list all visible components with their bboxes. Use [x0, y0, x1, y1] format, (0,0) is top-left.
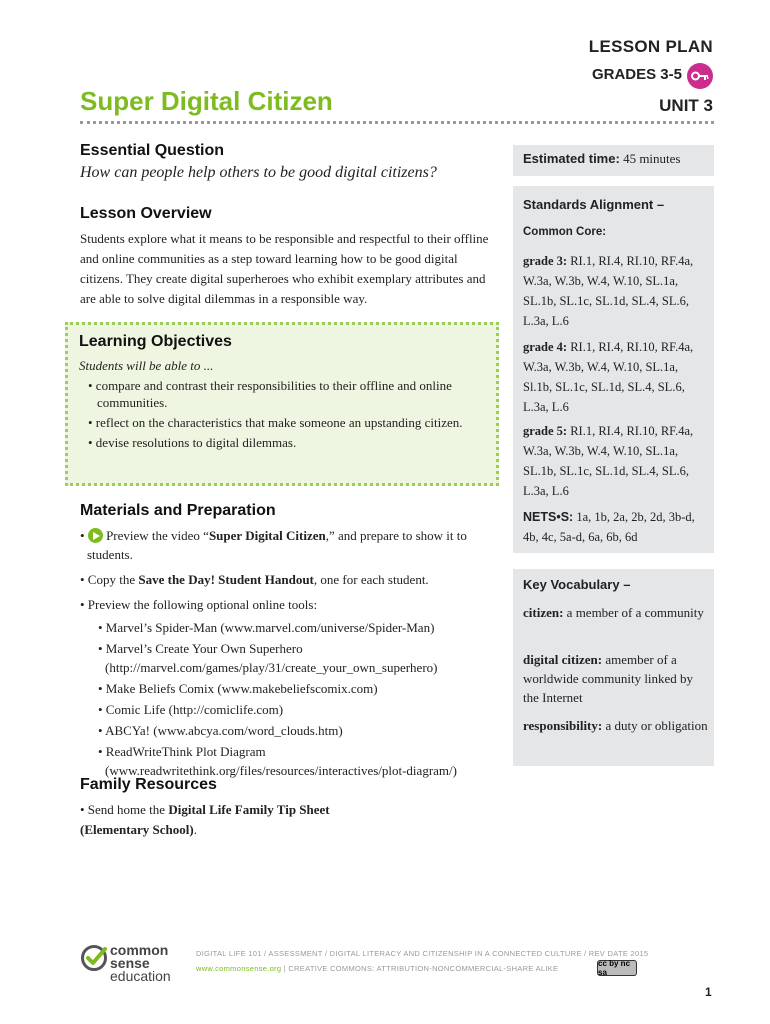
standards-heading: Standards Alignment –: [523, 197, 665, 212]
lesson-overview-heading: Lesson Overview: [80, 205, 212, 222]
header-divider: [80, 121, 714, 124]
footer-line: DIGITAL LIFE 101 / ASSESSMENT / DIGITAL LITERACY AND CITIZENSHIP IN A CONNECTED CULTURE / REV DATE 2015: [196, 949, 649, 958]
footer-line: [196, 964, 558, 973]
standards-nets: [523, 507, 708, 547]
tool-link[interactable]: • Comic Life (http://comiclife.com): [98, 702, 284, 717]
tool-link[interactable]: • Marvel’s Create Your Own Superhero (http://marvel.com/games/play/31/create_your_own_superhero): [98, 641, 438, 675]
estimated-time: [523, 151, 680, 167]
essential-question-heading: Essential Question: [80, 142, 225, 159]
vocab-definition: amember of a worldwide community linked by the Internet: [523, 652, 694, 705]
logo-line: common: [110, 942, 169, 958]
checkmark-logo-icon: [80, 944, 108, 972]
vocab-term: citizen:: [523, 605, 564, 620]
family-resources-text: [80, 800, 380, 840]
tools-intro: • Preview the following optional online tools:: [80, 597, 318, 612]
video-title: Super Digital Citizen: [208, 528, 326, 543]
handout-title: Save the Day! Student Handout: [138, 572, 314, 587]
unit-label: UNIT 3: [659, 96, 713, 115]
standards-grade-4: [523, 337, 708, 417]
standards-label: NETS•S:: [523, 510, 574, 524]
estimated-time-value: 45 minutes: [619, 151, 681, 166]
standards-grade-5: [523, 421, 708, 501]
grades-label: GRADES 3-5: [591, 66, 682, 83]
family-resources-heading: Family Resources: [80, 776, 217, 793]
page-number: 1: [705, 985, 712, 999]
family-tip-sheet-link[interactable]: Digital Life Family Tip Sheet (Elementary School): [80, 802, 330, 837]
standards-codes: RI.1, RI.4, RI.10, RF.4a, W.3a, W.3b, W.4, W.10, SL.1a, SL.1b, SL.1c, SL.1d, SL.4, SL.6, L.3a, L.6: [523, 424, 694, 498]
logo-wordmark: [110, 944, 171, 983]
doc-type-label: LESSON PLAN: [588, 37, 713, 56]
family-text-pre: • Send home the: [80, 802, 169, 817]
standards-codes: 1a, 1b, 2a, 2b, 2d, 3b-d, 4b, 4c, 5a-d, 6a, 6b, 6d: [523, 510, 695, 544]
standards-codes: RI.1, RI.4, RI.10, RF.4a, W.3a, W.3b, W.4, W.10, SL.1a, SL.1b, SL.1c, SL.1d, SL.4, SL.6, L.3a, L.6: [523, 254, 694, 328]
vocabulary-heading: Key Vocabulary –: [523, 577, 631, 592]
vocab-definition: a member of a community: [563, 605, 704, 620]
footer-license: | CREATIVE COMMONS: ATTRIBUTION-NONCOMMERCIAL-SHARE ALIKE: [281, 964, 559, 973]
tool-link[interactable]: • Make Beliefs Comix (www.makebeliefscomix.com): [98, 681, 378, 696]
common-core-label: Common Core:: [523, 226, 607, 238]
play-video-icon[interactable]: [88, 528, 103, 543]
tool-link[interactable]: • ReadWriteThink Plot Diagram (www.readwritethink.org/files/resources/interactives/plot-diagram/): [98, 744, 457, 778]
handout-text-pre: • Copy the: [80, 572, 139, 587]
tools-list: [87, 618, 500, 780]
standards-label: grade 4:: [523, 340, 568, 354]
family-text-post: .: [193, 822, 197, 837]
page-title: Super Digital Citizen: [80, 86, 333, 116]
learning-objectives-heading: Learning Objectives: [79, 333, 232, 350]
list-item: • compare and contrast their responsibilities to their offline and online communities.: [88, 378, 452, 410]
video-text-post: ,” and prepare to show it to students.: [87, 528, 467, 562]
video-text-pre: Preview the video “: [106, 528, 209, 543]
vocab-item: [523, 603, 708, 622]
list-item: • devise resolutions to digital dilemmas.: [88, 435, 297, 450]
logo-line: sense: [110, 955, 150, 971]
list-item: [80, 526, 500, 564]
lesson-overview-text: Students explore what it means to be responsible and respectful to their offline and online communities as a step toward learning how to be good digital citizens. They create digital superheroes who exhibit exemplary attributes and are able to solve digital dilemmas in a responsible way.: [80, 231, 489, 306]
estimated-time-label: Estimated time:: [523, 151, 620, 166]
tool-link[interactable]: • Marvel’s Spider-Man (www.marvel.com/universe/Spider-Man): [98, 620, 435, 635]
vocab-term: digital citizen:: [523, 652, 603, 667]
vocab-item: [523, 716, 708, 735]
handout-text-post: , one for each student.: [313, 572, 429, 587]
list-item: • reflect on the characteristics that make someone an upstanding citizen.: [88, 415, 463, 430]
materials-heading: Materials and Preparation: [80, 502, 276, 519]
standards-grade-3: [523, 251, 708, 331]
standards-label: grade 5:: [523, 424, 568, 438]
learning-objectives-list: [88, 377, 478, 454]
bullet: •: [80, 528, 85, 543]
list-item: [80, 595, 500, 780]
materials-list: [80, 526, 500, 786]
tool-link[interactable]: • ABCYa! (www.abcya.com/word_clouds.htm): [98, 723, 343, 738]
learning-objectives-intro: Students will be able to ...: [79, 358, 214, 373]
standards-codes: RI.1, RI.4, RI.10, RF.4a, W.3a, W.3b, W.4, W.10, SL.1a, Sl.1b, SL.1c, SL.1d, SL.4, SL.6, L.3a, L.6: [523, 340, 694, 414]
key-icon: [687, 63, 713, 89]
vocab-term: responsibility:: [523, 718, 603, 733]
vocab-item: [523, 650, 708, 707]
logo-line: education: [110, 968, 171, 984]
vocab-definition: a duty or obligation: [602, 718, 708, 733]
list-item: [80, 570, 500, 589]
creative-commons-icon: cc by nc sa: [597, 960, 637, 976]
essential-question-text: How can people help others to be good digital citizens?: [80, 164, 437, 181]
standards-label: grade 3:: [523, 254, 568, 268]
footer-link[interactable]: www.commonsense.org: [196, 964, 282, 973]
